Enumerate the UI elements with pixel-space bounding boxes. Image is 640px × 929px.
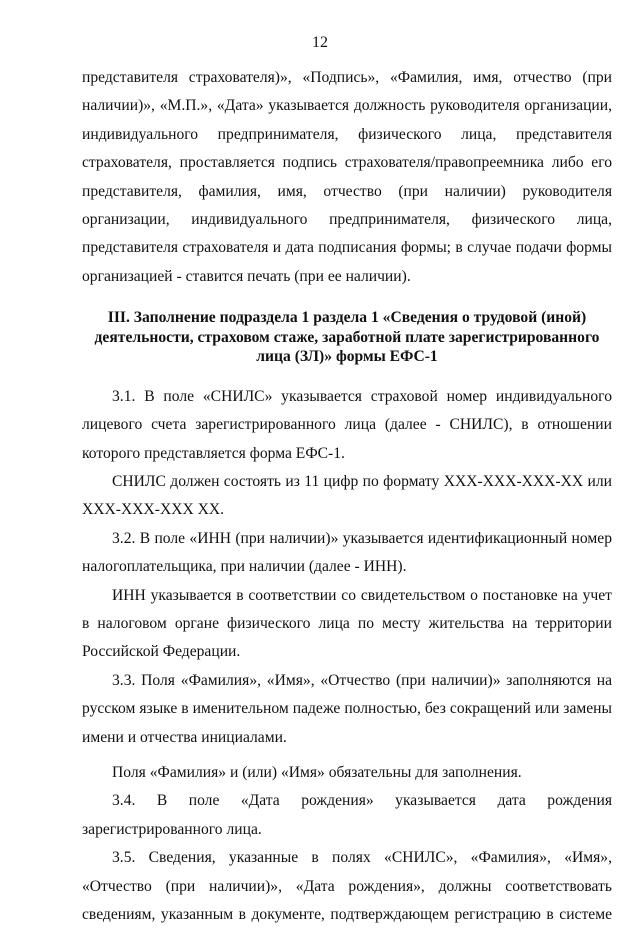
paragraph-3-4: 3.4. В поле «Дата рождения» указывается дата рождения зарегистрированного лица. <box>82 792 612 838</box>
paragraph-required-fields: Поля «Фамилия» и (или) «Имя» обязательны для заполнения. <box>112 764 522 782</box>
document-body <box>82 64 612 929</box>
paragraph-3-3: 3.3. Поля «Фамилия», «Имя», «Отчество (при наличии)» заполняются на русском языке в именительном падеже полностью, без сокращений или замены имени и отчества инициалами. <box>82 671 612 746</box>
paragraph-3-2: 3.2. В поле «ИНН (при наличии)» указывается идентификационный номер налогоплательщика, при наличии (далее - ИНН). <box>82 529 612 576</box>
paragraph-inn: ИНН указывается в соответствии со свидетельством о постановке на учет в налоговом органе физического лица по месту жительства на территории Российской Федерации. <box>82 586 612 661</box>
intro-paragraph: представителя страхователя)», «Подпись», «Фамилия, имя, отчество (при наличии)», «М.П.», «Дата» указывается должность руководителя организации, индивидуального предпринимателя, физического лица, представителя страхователя, проставляется подпись страхователя/правопреемника либо его представителя, фамилия, имя, отчество (при наличии) руководителя организации, индивидуального предпринимателя, физического лица, представителя страхователя и дата подписания формы; в случае подачи формы организацией - ставится печать (при ее наличии). <box>82 69 612 285</box>
paragraph-3-5: 3.5. Сведения, указанные в полях «СНИЛС», «Фамилия», «Имя», «Отчество (при наличии)», «Дата рождения», должны соответствовать сведениям, указанным в документе, подтверждающем регистрацию в системе <box>82 849 612 924</box>
page-number: 12 <box>312 34 328 51</box>
paragraph-3-1: 3.1. В поле «СНИЛС» указывается страховой номер индивидуального лицевого счета зарегистрированного лица (далее - СНИЛС), в отношении которого представляется форма ЕФС-1. <box>82 387 612 462</box>
section-heading: III. Заполнение подраздела 1 раздела 1 «Сведения о трудовой (иной) деятельности, страховом стаже, заработной плате зарегистрированного лица (ЗЛ)» формы ЕФС-1 <box>94 309 600 366</box>
paragraph-snils-format: СНИЛС должен состоять из 11 цифр по формату XXX-XXX-XXX-XX или XXX-XXX-XXX XX. <box>82 472 612 519</box>
